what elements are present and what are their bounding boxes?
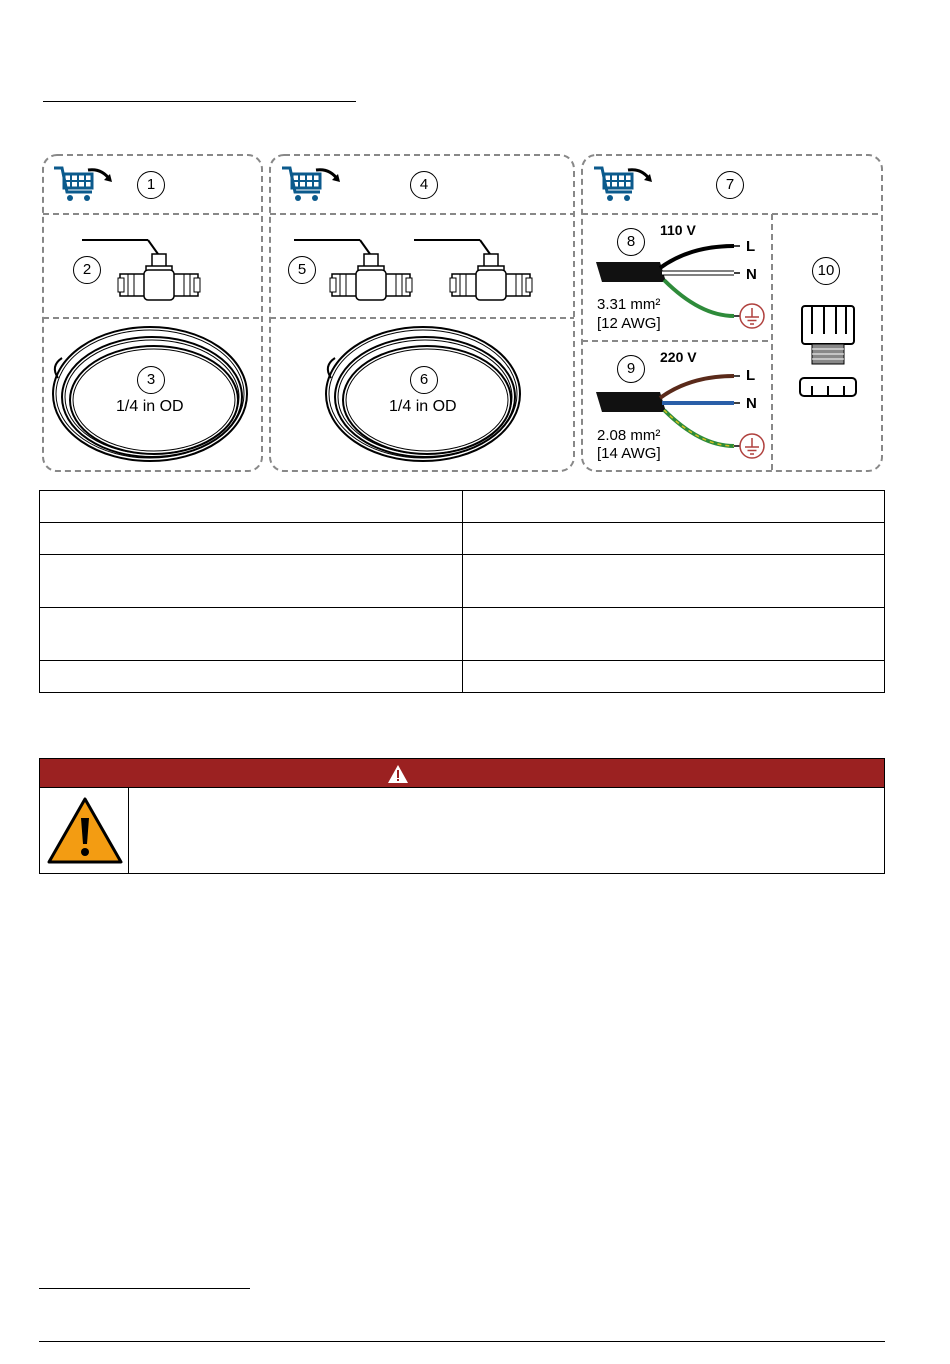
neutral-label: N	[746, 395, 757, 412]
parts-figure	[0, 0, 950, 480]
footnote-rule	[39, 1288, 250, 1289]
callout-5: 5	[288, 256, 316, 284]
wire-220-size: 2.08 mm²	[597, 427, 661, 444]
callout-6: 6	[410, 366, 438, 394]
warning-exclamation-icon	[46, 796, 124, 866]
callout-10: 10	[812, 257, 840, 285]
table-cell	[462, 608, 885, 661]
wire-220-awg: [14 AWG]	[597, 445, 661, 462]
table-cell	[40, 661, 463, 693]
tubing-od-label: 1/4 in OD	[389, 398, 457, 415]
warning-header	[39, 758, 885, 788]
wire-110-size: 3.31 mm²	[597, 296, 661, 313]
line-label: L	[746, 367, 756, 384]
warning-divider	[128, 788, 129, 873]
shopping-cart-icon	[54, 168, 112, 201]
table-row	[40, 523, 885, 555]
callout-7: 7	[716, 171, 744, 199]
callout-8: 8	[617, 228, 645, 256]
warning-triangle-icon	[387, 764, 409, 784]
wire-110-awg: [12 AWG]	[597, 315, 661, 332]
line-label: L	[746, 238, 756, 255]
warning-body	[39, 788, 885, 874]
tubing-od-label: 1/4 in OD	[116, 398, 184, 415]
table-cell	[462, 523, 885, 555]
table-cell	[40, 491, 463, 523]
table-row	[40, 491, 885, 523]
callout-1: 1	[137, 171, 165, 199]
table-cell	[40, 523, 463, 555]
table-row	[40, 555, 885, 608]
voltage-220-label: 220 V	[660, 349, 697, 365]
table-row	[40, 608, 885, 661]
table-cell	[462, 555, 885, 608]
table-cell	[462, 491, 885, 523]
callout-3: 3	[137, 366, 165, 394]
voltage-110-label: 110 V	[660, 222, 696, 238]
callout-2: 2	[73, 256, 101, 284]
shopping-cart-icon	[594, 168, 652, 201]
footer-rule	[39, 1341, 885, 1342]
table-row	[40, 661, 885, 693]
table-cell	[40, 555, 463, 608]
parts-table	[39, 490, 885, 693]
callout-9: 9	[617, 355, 645, 383]
shopping-cart-icon	[282, 168, 340, 201]
table-cell	[462, 661, 885, 693]
table-cell	[40, 608, 463, 661]
neutral-label: N	[746, 266, 757, 283]
callout-4: 4	[410, 171, 438, 199]
